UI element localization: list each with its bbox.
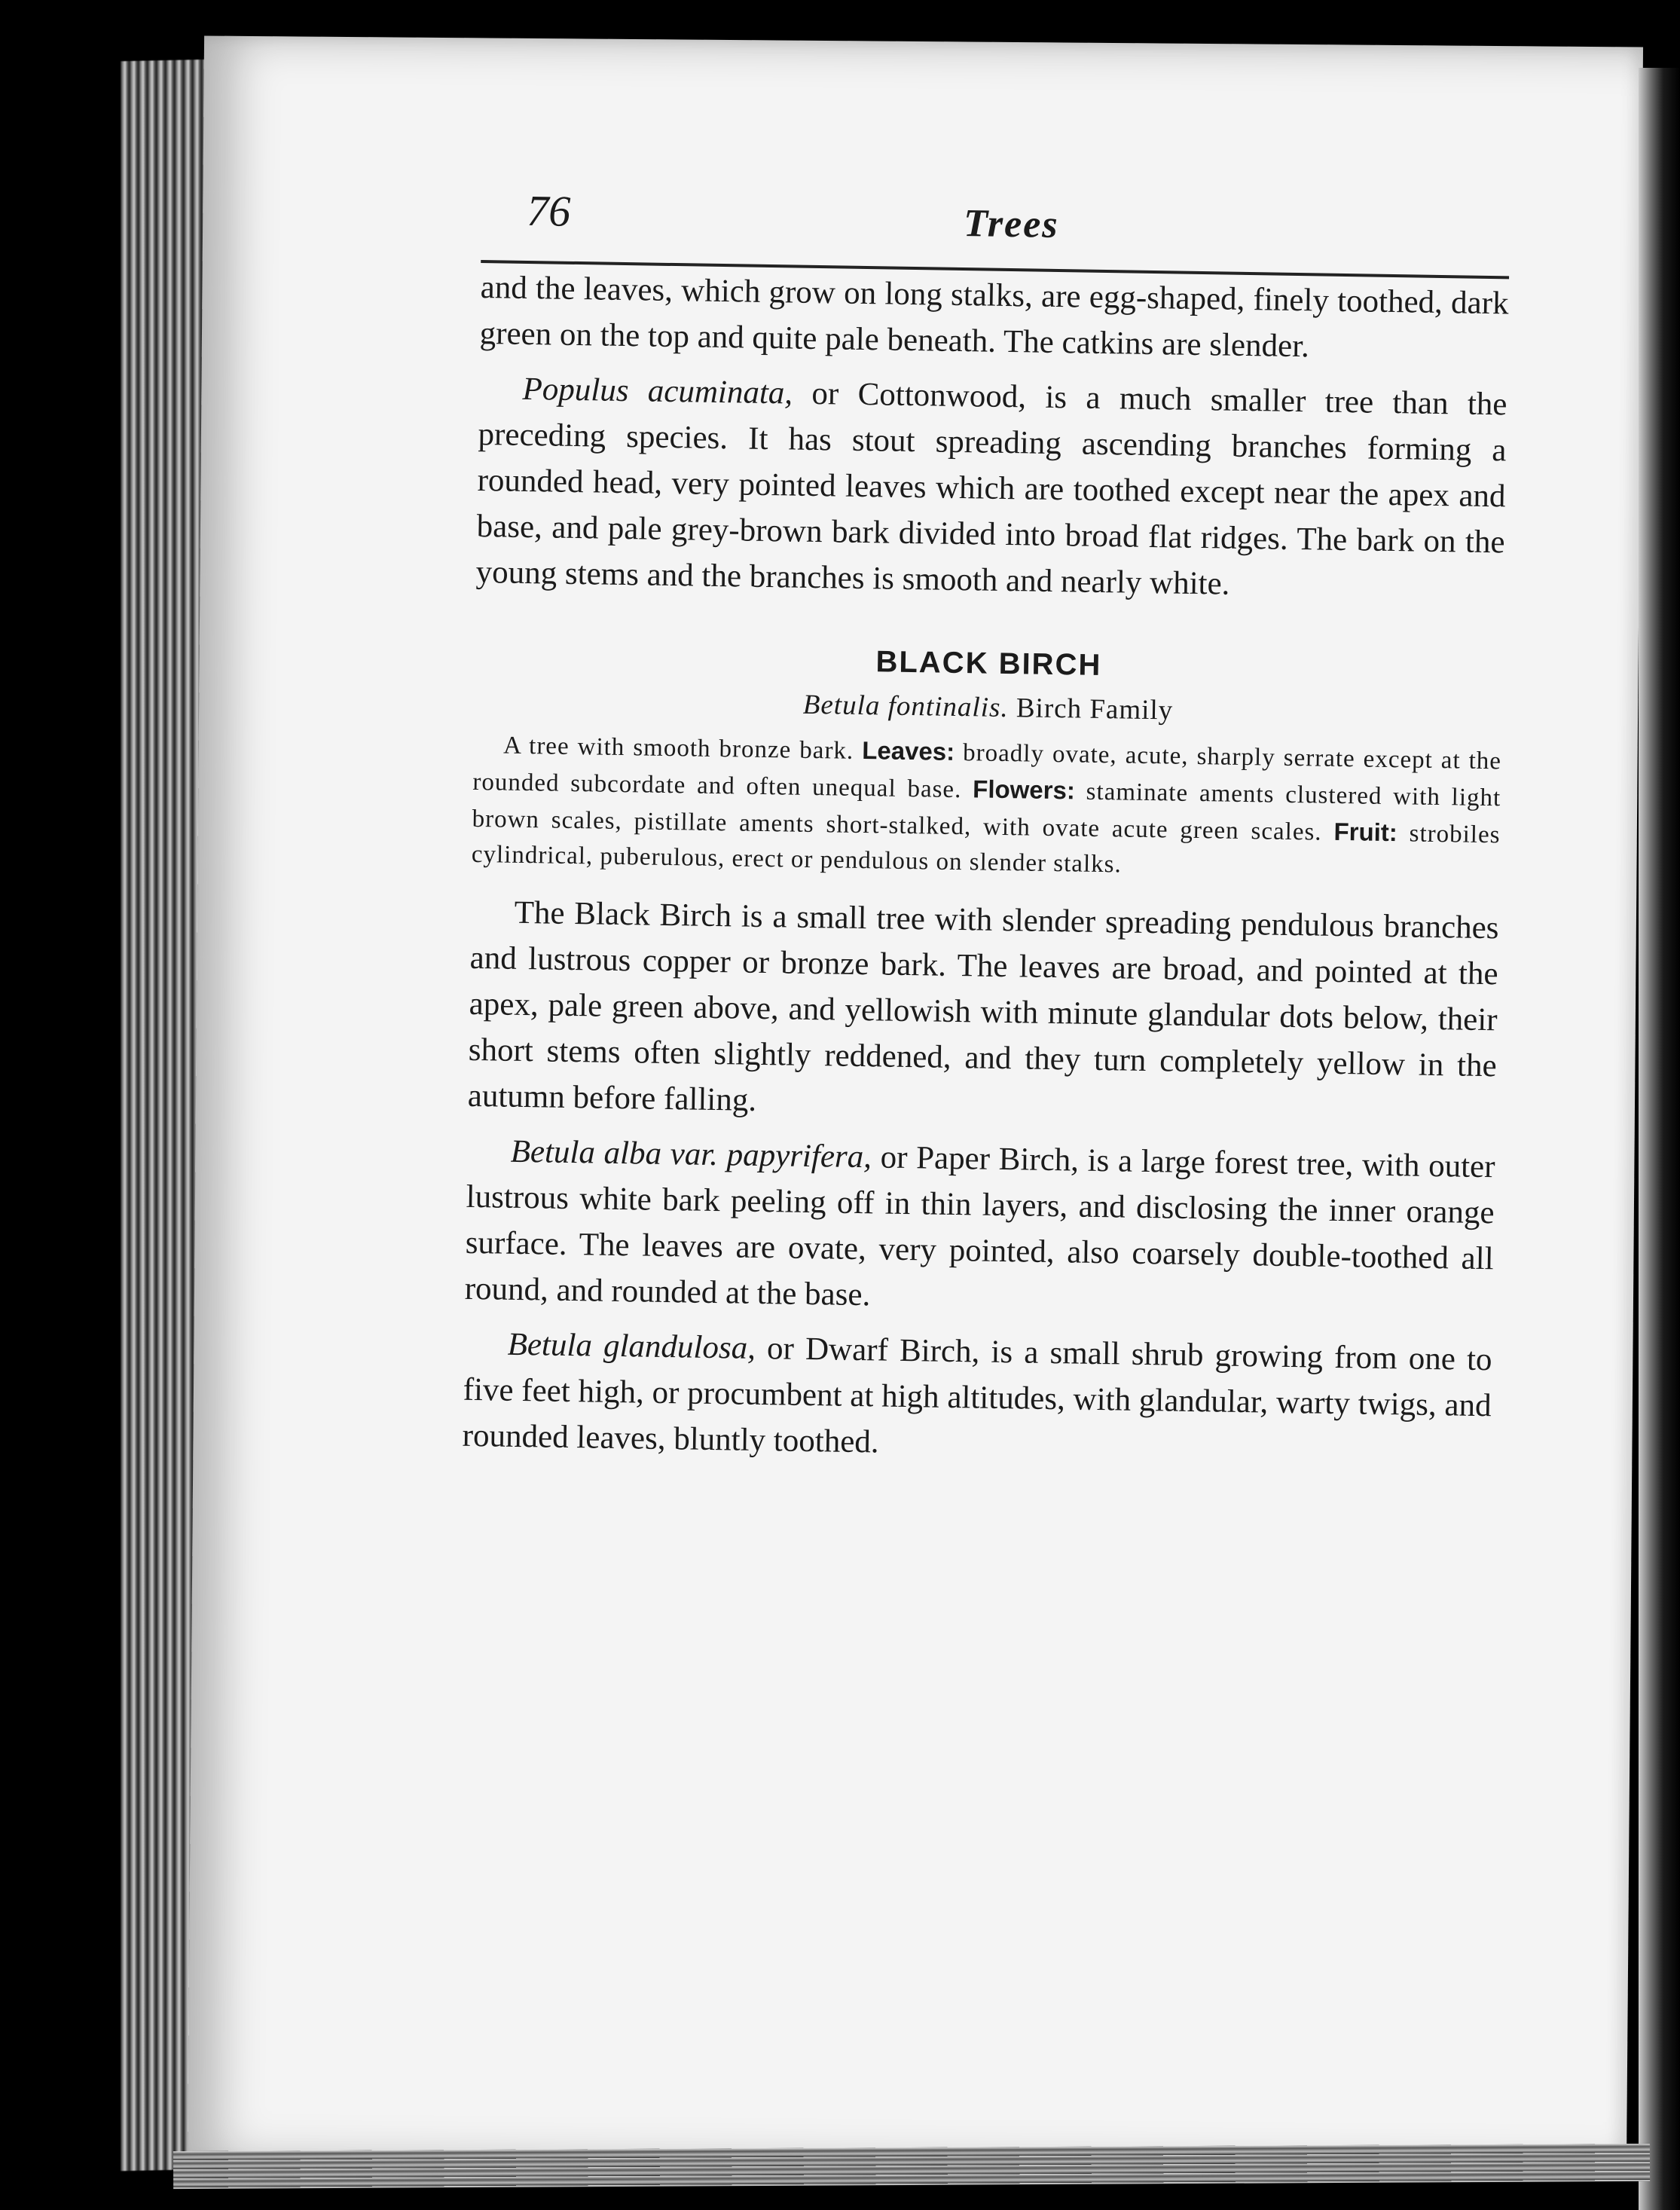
section-latin-name: Betula fontinalis. [802,689,1010,724]
section-family: Birch Family [1008,692,1174,726]
botanical-description [472,726,1502,888]
paragraph-continuation [479,264,1509,372]
running-title: Trees [963,202,1060,247]
latin-name: Betula alba var. papyrifera, [510,1133,872,1175]
page-number: 76 [526,185,571,236]
paragraph-black-birch [467,889,1499,1135]
paragraph-dwarf-birch [462,1321,1492,1475]
fruit-text: strobiles cylindrical, puberulous, erect or pendulous on slender stalks. [471,820,1501,879]
paragraph-text: and the leaves, which grow on long stalks, are egg-shaped, finely toothed, dark green on the top and quite pale beneath. The catkins are slender. [479,269,1509,365]
fruit-label: Fruit: [1333,817,1398,847]
leaves-text: broadly ovate, acute, sharply serrate except at the rounded subcordate and often unequal base. [472,738,1502,804]
section-subheading [474,683,1503,732]
latin-name: Populus acuminata, [522,371,793,411]
latin-name: Betula glandulosa, [507,1326,756,1366]
description-intro: A tree with smooth bronze bark. [502,732,863,766]
running-header [481,177,1510,279]
paragraph-text: The Black Birch is a small tree with slender spreading pendulous branches and lustrous copper or bronze bark. The leaves are broad, and pointed at the apex, pale green above, and yellowish with minute glandular dots below, their short stems often slightly reddened, and they turn completely yellow in the autumn before falling. [467,894,1499,1118]
section-heading: BLACK BIRCH [875,645,1102,682]
page-text-block [462,177,1510,1475]
paragraph-text: or Dwarf Birch, is a small shrub growing from one to five feet high, or procumbent at high altitudes, with glandular, warty twigs, and rounded leaves, bluntly toothed. [462,1330,1492,1460]
leaves-label: Leaves: [861,736,955,766]
paragraph-text: or Paper Birch, is a large forest tree, with outer lustrous white bark peeling off in thin layers, and disclosing the inner orange surface. The leaves are ovate, very pointed, also coarsely double-toothed all round, and rounded at the base. [464,1139,1495,1313]
paragraph-text: or Cottonwood, is a much smaller tree than the preceding species. It has stout spreading ascending branches forming a rounded head, very pointed leaves which are toothed except near the apex and base, and pale grey-brown bark divided into broad flat ridges. The bark on the young stems and the branches is smooth and nearly white. [475,375,1507,602]
book-right-edge [1639,68,1680,2210]
page-stack-bottom-edge [173,2144,1650,2189]
paragraph-cottonwood [475,365,1507,611]
paragraph-paper-birch [464,1128,1495,1328]
flowers-text: staminate aments clustered with light brown scales, pistillate aments short-stalked, with ovate acute green scales. [472,778,1501,846]
flowers-label: Flowers: [972,775,1076,805]
